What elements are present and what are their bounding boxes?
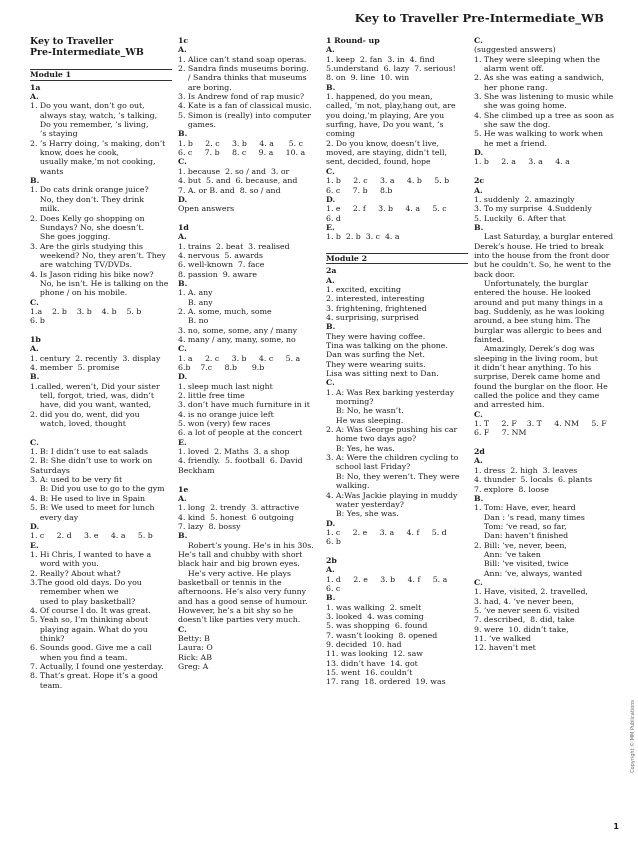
section-heading: E. [326,222,335,232]
answer-line: 4. B: He used to live in Spain [30,493,146,503]
answer-line: No, they don’t. They drink [30,194,144,204]
answer-line: They were having coffee. [326,331,426,341]
answer-line: 5.understand 6. lazy 7. serious! [326,64,456,74]
answer-line: 1. Hi Chris, I wanted to have a [30,549,152,559]
section-heading: 1e [178,484,189,494]
section-heading: B. [326,322,336,332]
answer-line: think? [30,633,65,643]
answer-line: 4. kind 5. honest 6 outgoing [178,512,294,522]
answer-line: Laura: O [178,643,213,653]
section-heading: A. [326,565,335,575]
answer-line: sleeping in the living room, but [474,353,598,363]
section-heading: C. [178,624,187,634]
answer-line: 6.b 7.c 8.b 9.b [178,363,265,373]
answer-line: 6. b [30,316,45,326]
header-title: Key to Traveller Pre-Intermediate_WB [354,11,604,25]
answer-line: afternoons. He’s also very funny [178,587,307,597]
answer-line: have, did you want, wanted, [30,400,152,410]
answer-line: she saw the dog. [474,120,551,130]
answer-line: 6. Sounds good. Give me a call [30,643,152,653]
section-heading: D. [474,148,484,158]
section-heading: D. [326,194,336,204]
section-heading: 1d [178,222,189,232]
answer-line: 3. A: Were the children cycling to [326,453,459,463]
answer-line: 7. wasn’t looking 8. opened [326,630,438,640]
section-heading: A. [30,92,39,102]
module-heading: Module 2 [326,253,468,264]
answer-line: 6. c 7. b 8.b [326,185,393,195]
answer-line: 1. a 2. c 3. b 4. c 5. a [178,353,301,363]
answer-line: 3. She was listening to music while [474,92,614,102]
answer-line: Do you remember, ’s living, [30,120,149,130]
answer-line: Last Saturday, a burglar entered [474,232,614,242]
answer-line: Derek’s house. He tried to break [474,241,604,251]
answer-line: sent, decided, found, hope [326,157,431,167]
answer-line: 1. b 2. b 3. c 4. a [326,232,400,242]
answer-line: 12. haven’t met [474,643,536,653]
section-heading: D. [178,372,188,382]
answer-line: 7. explore 8. loose [474,484,549,494]
answer-line: 1. Have, visited, 2. travelled, [474,587,588,597]
answer-line: 8. passion 9. aware [178,269,257,279]
section-heading: B. [178,129,188,139]
answer-line: 2. Bill: ’ve, never, been, [474,540,567,550]
answer-line: 2. As she was eating a sandwich, [474,73,605,83]
answer-line: surfing, have, Do you want, ’s [326,120,444,130]
answer-line: walking. [326,481,370,491]
section-heading: E. [178,437,187,447]
answer-line: black hair and big brown eyes. [178,559,300,569]
answer-line: 1. Do you want, don’t go out, [30,101,145,111]
answer-column-4 [474,36,616,653]
answer-line: 7. Actually, I found one yesterday. [30,662,164,671]
answer-line: 1. Tom: Have, ever, heard [474,503,576,513]
answer-line: watch, loved, thought [30,419,126,429]
answer-line: 1. century 2. recently 3. display [30,353,161,363]
answer-line: 6. F 7. NM [474,428,527,438]
answer-line: Saturdays [30,465,70,475]
answer-line: 3. Is Andrew fond of rap music? [178,92,305,102]
answer-line: B: No, they weren’t. They were [326,471,460,481]
section-heading: 1b [30,334,41,344]
answer-line: burglar was allergic to bees and [474,325,602,335]
answer-line: back door. [474,269,515,279]
answer-line: bag. Suddenly, as he was looking [474,306,605,316]
answer-line: (suggested answers) [474,45,556,55]
answer-line: usually make,’m not cooking, [30,157,156,167]
answer-line: 5. B: We used to meet for lunch [30,503,155,513]
answer-line: Bill: ’ve visited, twice [474,559,569,569]
answer-line: and arrested him. [474,400,545,410]
answer-column-3 [326,36,468,687]
answer-line: tell, forgot, tried, was, didn’t [30,391,154,401]
answer-line: Tina was talking on the phone. [326,341,448,350]
answer-line: 1. was walking 2. smelt [326,602,422,612]
answer-line: when you find a team. [30,652,128,662]
answer-line: 4. Kate is a fan of classical music. [178,101,312,111]
section-heading: Key to Traveller [30,36,114,47]
answer-line: basketball or tennis in the [178,577,282,587]
section-heading: C. [30,437,39,447]
answer-line: 8. on 9. line 10. win [326,73,410,83]
answer-line: 6. c [326,583,341,593]
answer-line: 9. were 10. didn’t take, [474,624,569,634]
answer-line: phone / on his mobile. [30,288,128,298]
answer-line: Ann: ’ve taken [474,549,541,559]
answer-line [30,326,172,335]
answer-line [30,428,172,437]
answer-line: 1. excited, exciting [326,284,401,294]
section-heading: E. [30,540,39,550]
answer-line: alarm went off. [474,64,544,74]
section-heading: 2b [326,555,337,565]
answer-line: 4. but 5. and 6. because, and [178,176,298,186]
section-heading: B. [326,82,336,92]
answer-line: 6. a lot of people at the concert [178,428,303,438]
answer-line: 9. decided 10. had [326,640,402,649]
section-heading: B. [474,222,484,232]
section-heading: A. [326,275,335,285]
answer-line: games. [178,120,217,130]
answer-line: Sundays? No, she doesn’t. [30,222,145,232]
answer-line: 3. Are the girls studying this [30,241,143,251]
answer-line: 1. A. any [178,288,213,298]
section-heading: B. [474,493,484,503]
answer-line: surprise, Derek came home and [474,372,601,382]
answer-line: team. [30,680,63,690]
answer-line: 7. lazy 8. bossy [178,521,241,531]
answer-line: 2. A. some, much, some [178,306,272,316]
section-heading: C. [326,378,335,388]
answer-line: He’s tall and chubby with short [178,549,303,559]
answer-line: 4. thunder 5. locals 6. plants [474,475,593,485]
answer-line: 3. looked 4. was coming [326,611,424,621]
answer-line: Unfortunately, the burglar [474,278,589,288]
answer-line: home two days ago? [326,434,417,444]
section-heading: 2c [474,176,485,186]
answer-line: 1. b 2. a 3. a 4. a [474,157,570,167]
answer-line: 4. surprising, surprised [326,312,419,322]
section-heading: A. [326,45,335,55]
section-heading: D. [30,521,40,531]
answer-line: Robert’s young. He’s in his 30s. [178,540,314,550]
section-heading: C. [474,577,483,587]
answer-line: 5. He was walking to work when [474,129,604,139]
answer-line: They were wearing suits. [326,359,426,369]
answer-line: 1. e 2. f 3. b 4. a 5. c [326,204,447,214]
section-heading: A. [178,45,187,55]
answer-line: 3. no, some, some, any / many [178,325,298,335]
answer-line: 4. Of course I do. It was great. [30,605,151,615]
answer-line: 2. B: She didn’t use to work on [30,456,153,466]
answer-line: always stay, watch, ’s talking, [30,110,158,120]
answer-line: / Sandra thinks that museums [178,73,307,83]
answer-line: school last Friday? [326,462,411,472]
section-heading: D. [178,194,188,204]
section-heading: Pre-Intermediate_WB [30,47,144,58]
section-heading: C. [178,157,187,167]
answer-line: B. no [178,316,209,326]
copyright-note: Copyright © MM Publications [630,700,636,773]
answer-line: Ann: ’ve, always, wanted [474,568,583,578]
answer-line: around and put many things in a [474,297,604,307]
section-heading: C. [326,166,335,176]
answer-line: Beckham [178,465,215,475]
answer-line: 1. A: Was Rex barking yesterday [326,387,455,397]
section-heading: D. [326,518,336,528]
answer-line: 1.a 2. b 3. b 4. b 5. b [30,306,142,316]
answer-line: 1. Alice can’t stand soap operas. [178,54,307,64]
answer-line: 1. loved 2. Maths 3. a shop [178,447,290,457]
answer-line: 2. ’s Harry doing, ’s making, don’t [30,138,166,148]
section-heading: A. [474,185,483,195]
answer-line: 5. won (very) few races [178,419,271,429]
answer-line: 1. because 2. so / and 3. or [178,166,290,176]
answer-line: Greg: A [178,662,209,672]
answer-line: 3. don’t have much furniture in it [178,400,310,410]
answer-line: ’s staying [30,129,78,139]
answer-line: 2. little free time [178,391,245,401]
answer-line: B: Yes, he was. [326,443,395,453]
answer-line: 1. Do cats drink orange juice? [30,185,149,195]
section-heading: B. [326,593,336,603]
answer-line: 1.called, weren’t, Did your sister [30,381,160,391]
section-heading: 2d [474,447,485,457]
answer-line: 1. sleep much last night [178,381,273,391]
answer-line: 1. happened, do you mean, [326,92,433,102]
answer-line: 1. c 2. d 3. e 4. a 5. b [30,531,153,541]
answer-line: every day [30,512,79,522]
answer-line: know, does he cook, [30,148,119,158]
answer-line: 2. Really? About what? [30,568,121,578]
answer-line: 3. A: used to be very fit [30,475,123,485]
answer-line: 6. well-known 7. face [178,260,265,270]
answer-line: wants [30,166,64,176]
answer-line: Betty: B [178,634,210,643]
answer-line: 1. keep 2. fan 3. in 4. find [326,54,435,64]
answer-line: 1. c 2. e 3. a 4. f 5. d [326,527,447,537]
page-header [0,0,638,24]
answer-column-1 [30,36,172,690]
answer-line: her phone rang. [474,82,548,92]
answer-line: However, he’s a bit shy so he [178,605,294,615]
answer-line: 3. To my surprise 4.Suddenly [474,204,592,214]
answer-line: Open answers [178,204,235,214]
answer-line: 1. long 2. trendy 3. attractive [178,503,300,513]
answer-line [326,242,468,251]
answer-line: coming [326,129,355,139]
answer-line: B: Yes, she was. [326,509,399,519]
answer-line: 1. suddenly 2. amazingly [474,194,575,204]
answer-line: He was sleeping. [326,415,404,425]
answer-line: 1. They were sleeping when the [474,54,601,64]
answer-line: 17. rang 18. ordered 19. was [326,677,446,687]
answer-line: remember when we [30,587,119,597]
answer-line: 4. many / any, many, some, no [178,335,296,344]
answer-line: 11. ’ve walked [474,634,531,643]
section-heading: A. [178,493,187,503]
answer-line: 3. had, 4. ’ve never been, [474,596,575,606]
answer-line: 15. went 16. couldn’t [326,668,413,678]
section-heading: 1c [178,36,189,45]
answer-line: playing again. What do you [30,624,148,634]
answer-line: 5. ’ve never seen 6. visited [474,605,580,615]
answer-line [178,475,320,484]
section-heading: A. [30,344,39,354]
answer-line: 7. A. or B. and 8. so / and [178,185,281,195]
answer-line: 8. That’s great. Hope it’s a good [30,671,158,681]
answer-line: B. any [178,297,213,307]
answer-line: 5. Simon is (really) into computer [178,110,312,120]
section-heading: C. [178,344,187,354]
answer-line: word with you. [30,559,99,569]
answer-line: you doing,’m playing, Are you [326,110,445,120]
answer-line: 4. is no orange juice left [178,409,274,419]
answer-line: water yesterday? [326,499,404,509]
answer-line: Dan: haven’t finished [474,531,569,541]
answer-line: milk. [30,204,60,214]
answer-line: Dan was surfing the Net. [326,350,425,360]
answer-line: B: Did you use to go to the gym [30,484,165,494]
answer-line: 3. frightening, frightened [326,303,427,313]
answer-line: 1. dress 2. high 3. leaves [474,465,578,475]
answer-line: 11. was looking 12. saw [326,649,423,659]
answer-line: around, a bee stung him. The [474,316,591,326]
answer-line: 6. b [326,537,341,547]
section-heading: C. [474,36,483,45]
section-heading: B. [30,176,40,186]
answer-line: 1. B: I didn’t use to eat salads [30,447,148,457]
section-heading: B. [178,278,188,288]
answer-line: 5. Luckily 6. After that [474,213,566,223]
answer-line: 3.The good old days. Do you [30,577,142,587]
answer-line: Tom: ’ve read, so far, [474,521,567,531]
answer-line: fainted. [474,335,505,344]
answer-line: Dan : ’s read, many times [474,512,585,522]
answer-line: 5. was shopping 6. found [326,621,428,631]
answer-line: 1. d 2. e 3. b 4. f 5. a [326,574,448,584]
answer-line [326,547,468,556]
section-heading: A. [474,456,483,466]
answer-line: Amazingly, Derek’s dog was [474,344,595,354]
answer-line: 4. friendly. 5. football 6. David [178,456,303,466]
answer-line: 1. T 2. F 3. T 4. NM 5. F [474,419,607,429]
section-heading: 1 Round- up [326,36,380,45]
answer-line: 2. Does Kelly go shopping on [30,213,145,223]
answer-line [474,438,616,447]
answer-line: She goes jogging. [30,232,111,242]
answer-line: 2. Sandra finds museums boring. [178,64,309,74]
section-heading: B. [30,372,40,382]
answer-column-2 [178,36,320,671]
answer-line: 2. interested, interesting [326,294,425,304]
answer-line: and has a good sense of humour. [178,596,308,606]
section-heading: C. [474,409,483,419]
answer-line: 1. b 2. c 3. a 4. b 5. b [326,176,450,186]
answer-line: 2. Do you know, doesn’t live, [326,138,439,148]
answer-line: 1. b 2. c 3. b 4. a 5. c [178,138,303,148]
answer-line: 4. nervous 5. awards [178,250,263,260]
answer-line: 4. She climbed up a tree as soon as [474,110,615,120]
answer-line: 1. trains 2. beat 3. realised [178,241,290,251]
answer-line: Rick: AB [178,652,212,662]
answer-line: He’s very active. He plays [178,568,291,578]
answer-line: she was going home. [474,101,567,111]
section-heading: B. [178,531,188,541]
answer-line: 2. A: Was George pushing his car [326,425,458,435]
answer-line: doesn’t like parties very much. [178,615,301,625]
answer-line: used to play basketball? [30,596,136,606]
page-number: 1 [613,822,619,831]
answer-line: 13. didn’t have 14. got [326,658,418,668]
answer-line: No, he isn’t. He is talking on the [30,278,169,288]
section-heading: A. [178,232,187,242]
answer-line: 4. Is Jason riding his bike now? [30,269,154,279]
answer-line: called the police and they came [474,391,600,401]
answer-line: 2. did you do, went, did you [30,409,140,419]
answer-line: 6. c 7. b 8. c 9. a 10. a [178,148,306,158]
section-heading: 1a [30,82,41,92]
section-heading: 2a [326,266,337,276]
answer-line: moved, are staying, didn’t tell, [326,148,447,158]
answer-line [178,214,320,223]
answer-line: are watching TV/DVDs. [30,260,133,270]
answer-line: Lisa was sitting next to Dan. [326,369,439,379]
answer-line: morning? [326,397,374,407]
answer-line: found the burglar on the floor. He [474,381,608,391]
answer-line [474,167,616,176]
answer-line: into the house from the front door [474,250,610,260]
answer-line: 5. Yeah so, I’m thinking about [30,615,149,625]
answer-line [30,58,172,67]
answer-line: 4. A:Was Jackie playing in muddy [326,490,458,500]
answer-line: entered the house. He looked [474,288,591,298]
answer-line: called, ’m not, play,hang out, are [326,101,456,111]
answer-line: but he couldn’t. So, he went to the [474,260,611,270]
answer-line: 7. described, 8. did, take [474,615,575,625]
answer-line: he met a friend. [474,138,547,148]
answer-line: 4. member 5. promise [30,363,120,372]
answer-line: 6. d [326,213,341,223]
module-heading: Module 1 [30,69,172,80]
answer-line: B: No, he wasn’t. [326,406,404,416]
section-heading: C. [30,297,39,307]
answer-line: weekend? No, they aren’t. They [30,250,166,260]
answer-line: it didn’t hear anything. To his [474,363,592,373]
answer-line: are boring. [178,82,232,92]
